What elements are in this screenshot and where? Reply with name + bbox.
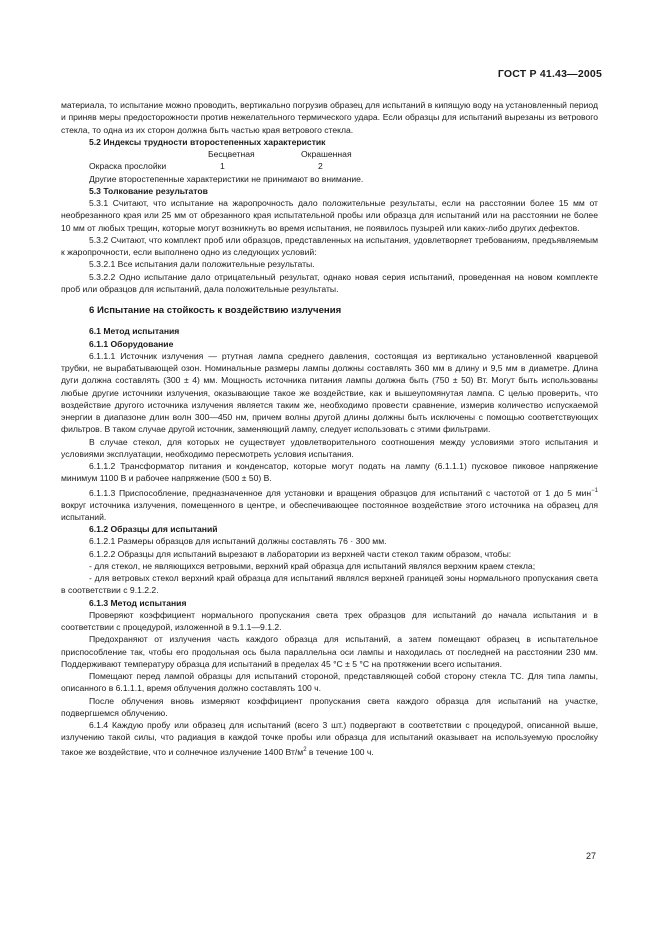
paragraph-other: Другие второстепенные характеристики не принимают во внимание. [89, 173, 364, 184]
paragraph-after: После облучения вновь измеряют коэффициент пропускания света каждого образца для испытаний на участке, подвергшемся облучению. [61, 695, 598, 718]
paragraph-5-3-1: 5.3.1 Считают, что испытание на жаропрочность дало положительные результаты, если на расстоянии более 15 мм от необрезанного края или 25 мм от обрезанного края испытательной пробы или образца для испытаний или на расстоянии не более 10 мм от любых трещин, которые могут возникнуть во время испытания, не появилось пузырей или каких-либо других дефектов. [61, 198, 598, 233]
heading-6-1-1: 6.1.1 Оборудование [89, 338, 174, 349]
table-header-row [61, 148, 598, 160]
table-col-colorless: Бесцветная [208, 149, 255, 159]
paragraph-5-3-2-1: 5.3.2.1 Все испытания дали положительные результаты. [89, 259, 315, 270]
paragraph-glass-conditions: В случае стекол, для которых не существует удовлетворительного соотношения между условиями этого испытания и условиями эксплуатации, необходимо пересмотреть условия испытания. [61, 436, 598, 459]
heading-6-1: 6.1 Метод испытания [89, 326, 180, 337]
heading-6: 6 Испытание на стойкость к воздействию излучения [89, 305, 342, 316]
paragraph-protect: Предохраняют от излучения часть каждого образца для испытаний, а затем помещают образец в испытательное приспособление так, чтобы его продольная ось была параллельна оси лампы и находилась от последней на расстоянии 230 мм. Поддерживают температуру образца для испытаний в пределах 45 °C ± 5 °C на протяжении всего испытания. [61, 634, 598, 669]
table-value-colorless: 1 [220, 161, 225, 172]
paragraph-place: Помещают перед лампой образцы для испытаний стороной, представляющей собой сторону стекла ТС. Для типа лампы, описанного в 6.1.1.1, время облучения должно составлять 100 ч. [61, 671, 598, 694]
table-value-tinted: 2 [318, 161, 323, 172]
paragraph-5-3-2: 5.3.2 Считают, что комплект проб или образцов, представленных на испытания, удовлетворяет требованиям, предъявляемым к жаропрочности, если выполнено одно из следующих условий: [61, 234, 598, 257]
heading-6-1-3: 6.1.3 Метод испытания [89, 597, 187, 608]
document-code: ГОСТ Р 41.43—2005 [497, 68, 602, 80]
paragraph-6-1-2-2: 6.1.2.2 Образцы для испытаний вырезают в лаборатории из верхней части стекол таким образом, чтобы: [89, 548, 512, 559]
table-data-row [61, 160, 598, 172]
paragraph-continuation: материала, то испытание можно проводить, вертикально погрузив образец для испытаний в кипящую воду на установленный период и приняв меры предосторожности против нежелательного термического удара. Если образцы для испытаний вырезаны из ветрового стекла, то одна из их сторон должна быть частью края ветрового стекла. [61, 100, 598, 135]
table-col-tinted: Окрашенная [301, 149, 352, 159]
page-body [61, 99, 598, 758]
table-row-label: Окраска прослойки [89, 161, 167, 172]
heading-5-2: 5.2 Индексы трудности второстепенных характеристик [89, 136, 326, 147]
heading-5-3: 5.3 Толкование результатов [89, 185, 208, 196]
paragraph-5-3-2-2: 5.3.2.2 Одно испытание дало отрицательный результат, однако новая серия испытаний, проведенная на новом комплекте проб или образцов для испытаний, дала положительные результаты. [61, 271, 598, 294]
paragraph-6-1-1-2: 6.1.1.2 Трансформатор питания и конденсатор, которые могут подать на лампу (6.1.1.1) пусковое пиковое напряжение минимум 1100 В и рабочее напряжение (500 ± 50) В. [61, 461, 598, 484]
paragraph-6-1-2-1: 6.1.2.1 Размеры образцов для испытаний должны составлять 76 · 300 мм. [89, 536, 387, 547]
list-item-dash-1: - для стекол, не являющихся ветровыми, верхний край образца для испытаний являлся верхним краем стекла; [89, 560, 536, 571]
paragraph-6-1-4: 6.1.4 Каждую пробу или образец для испытаний (всего 3 шт.) подвергают в соответствии с процедурой, описанной выше, излучению такой силы, что радиация в каждой точке пробы или образца для испытаний оказывает на используемую прослойку такое же воздействие, что и солнечное излучение 1400 $Вт/м^2$ в течение 100 ч. [61, 720, 598, 757]
page-number: 27 [585, 851, 596, 861]
paragraph-6-1-1-3: 6.1.1.3 Приспособление, предназначенное для установки и вращения образцов для испытаний с частотой от 1 до 5 мин$^{-1}$ вокруг источника излучения, помещенного в центре, и обеспечивающее постоянное воздействие этого источника на образец для испытаний. [61, 487, 598, 522]
paragraph-check: Проверяют коэффициент нормального пропускания света трех образцов для испытаний до начала испытания и в соответствии с процедурой, изложенной в 9.1.1—9.1.2. [61, 609, 598, 633]
paragraph-6-1-1-1: 6.1.1.1 Источник излучения — ртутная лампа среднего давления, состоящая из вертикально установленной кварцевой трубки, не вырабатывающей озон. Номинальные размеры лампы должны составлять 360 мм в длину и 9,5 мм в диаметре. Длина дуги должна составлять (300 ± 4) мм. Мощность источника питания лампы должна быть (750 ± 50) Вт. Могут быть использованы любые другие источники излучения, оказывающие такое же воздействие, как и вышеупомянутая лампа. С целью проверить, что воздействие другого источника излучения является таким же, необходимо провести сравнение, измерив количество испускаемой энергии в диапазоне длин волн 300—450 нм, причем волны другой длины должны быть исключены с помощью соответствующих фильтров. В таком случае другой источник, заменяющий лампу, следует использовать с этими фильтрами. [61, 350, 598, 435]
heading-6-1-2: 6.1.2 Образцы для испытаний [89, 524, 218, 535]
list-item-dash-2: - для ветровых стекол верхний край образца для испытаний являлся верхней границей зоны нормального пропускания света в соответствии с 9.1.2.2. [61, 573, 598, 596]
